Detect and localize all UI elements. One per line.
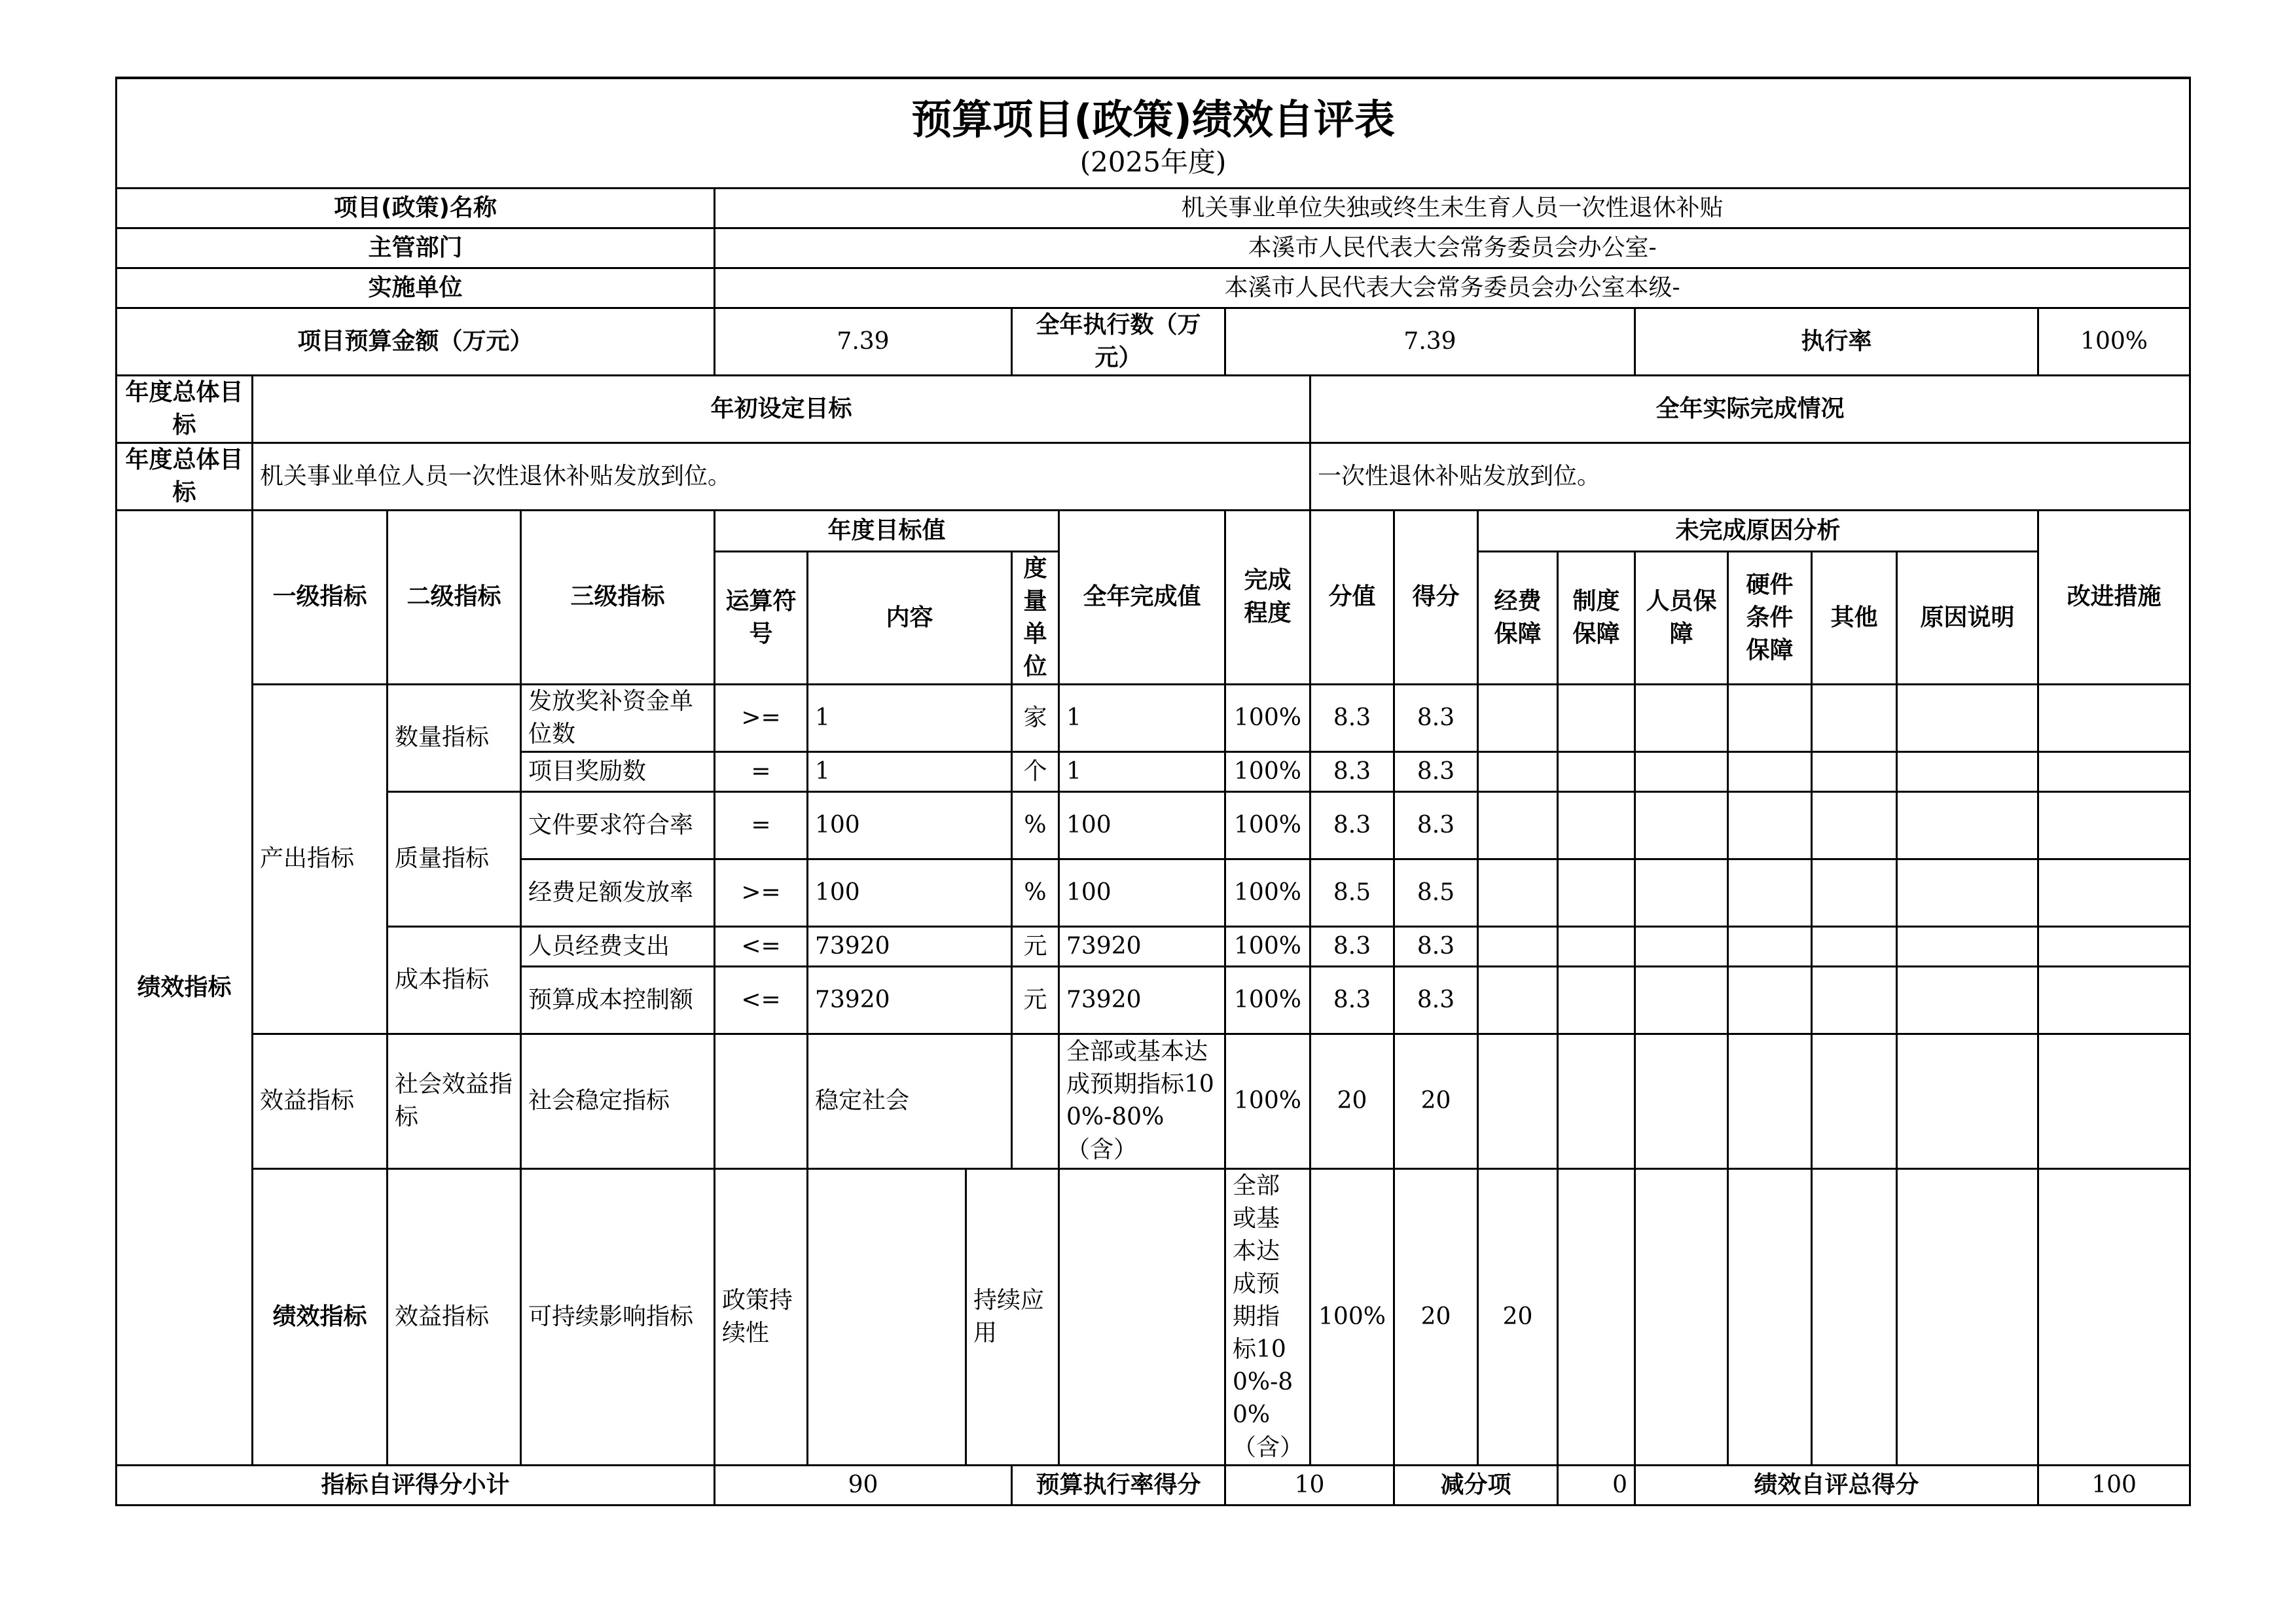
table-row-r-other [1897,1168,2038,1465]
exec-score-value: 10 [1225,1465,1394,1505]
table-row-score: 8.3 [1310,966,1394,1034]
table-row-value: 73920 [1059,966,1225,1034]
table-row-score: 20 [1310,1034,1394,1168]
header-annual-value: 全年完成值 [1059,510,1225,684]
table-row-content: 稳定社会 [808,1034,1012,1168]
quantity-indicator: 数量指标 [388,684,521,791]
header-operator: 运算符号 [715,551,808,684]
table-row-op: <= [715,966,808,1034]
table-row-content: 1 [808,684,1012,751]
exec-score-label: 预算执行率得分 [1012,1465,1225,1505]
table-row-op: = [715,751,808,791]
table-row-completion: 100% [1225,791,1310,859]
benefit-indicator-2: 效益指标 [388,1168,521,1465]
header-level2: 二级指标 [388,510,521,684]
budget-value: 7.39 [715,308,1012,375]
initial-goal-text: 机关事业单位人员一次性退休补贴发放到位。 [253,442,1310,510]
budget-label: 项目预算金额（万元） [117,308,715,375]
table-row-r-hardware [1728,1034,1812,1168]
table-row-op [808,1168,966,1465]
table-row-r-other [1812,751,1897,791]
table-row-r-staff [1635,926,1728,966]
deduct-value: 0 [1558,1465,1635,1505]
table-row-got: 20 [1478,1168,1558,1465]
table-row-r-other [1812,966,1897,1034]
table-row-score: 8.3 [1310,791,1394,859]
table-row-r-staff [1635,966,1728,1034]
total-value: 100 [2038,1465,2190,1505]
cost-indicator: 成本指标 [388,926,521,1034]
table-row-r-desc [2038,1168,2190,1465]
table-row-r-other [1812,926,1897,966]
total-label: 绩效自评总得分 [1635,1465,2038,1505]
table-row-r-staff [1635,684,1728,751]
self-evaluation-sheet [115,77,2189,1506]
output-indicator: 产出指标 [253,684,388,1034]
table-row-r-hardware [1728,926,1812,966]
table-row-r-system [1558,791,1635,859]
table-row-score: 8.3 [1310,684,1394,751]
header-score: 分值 [1310,510,1394,684]
table-row-content: 持续应用 [966,1168,1059,1465]
table-row-r-funding [1478,791,1558,859]
table-row-unit [1059,1168,1225,1465]
dept-value: 本溪市人民代表大会常务委员会办公室- [715,228,2190,268]
page-subtitle: (2025年度) [1079,146,1227,179]
table-row-completion: 100% [1225,859,1310,926]
table-row-r-other [1812,791,1897,859]
goals-label-2: 年度总体目标 [117,442,253,510]
table-row-l3: 人员经费支出 [521,926,715,966]
table-row-r-system [1558,684,1635,751]
table-row-completion: 100% [1225,926,1310,966]
table-row-value: 1 [1059,684,1225,751]
table-row-r-funding [1478,1034,1558,1168]
table-row-op: <= [715,926,808,966]
header-r-hardware: 硬件条件保障 [1728,551,1812,684]
table-row-l3: 经费足额发放率 [521,859,715,926]
evaluation-table [115,77,2191,1506]
table-row-score: 8.3 [1310,751,1394,791]
table-row-l3: 社会稳定指标 [521,1034,715,1168]
unit-label: 实施单位 [117,268,715,308]
header-r-desc: 原因说明 [1897,551,2038,684]
table-row-r-desc [1897,751,2038,791]
table-row-got: 20 [1394,1034,1478,1168]
table-row-r-staff [1635,751,1728,791]
page-title: 预算项目(政策)绩效自评表 [911,96,1395,144]
table-row-r-staff [1635,1034,1728,1168]
table-row-r-funding [1478,926,1558,966]
header-content: 内容 [808,551,1012,684]
table-row-op: = [715,791,808,859]
table-row-completion: 100% [1310,1168,1394,1465]
table-row-unit [1012,1034,1059,1168]
table-row-improve [2038,859,2190,926]
table-row-got: 8.3 [1394,791,1478,859]
table-row-r-system [1558,751,1635,791]
table-row-unit: 元 [1012,966,1059,1034]
table-row-l3: 文件要求符合率 [521,791,715,859]
table-row-r-hardware [1728,684,1812,751]
table-row-r-desc [1897,791,2038,859]
table-row-value: 100 [1059,791,1225,859]
header-improve: 改进措施 [2038,510,2190,684]
table-row-r-funding [1478,966,1558,1034]
table-row-r-desc [1897,684,2038,751]
subtotal-value: 90 [715,1465,1012,1505]
initial-goal-header: 年初设定目标 [253,375,1310,442]
deduct-label: 减分项 [1394,1465,1558,1505]
table-row-got: 8.3 [1394,751,1478,791]
table-row-unit: % [1012,859,1059,926]
header-r-other: 其他 [1812,551,1897,684]
table-row-improve [2038,966,2190,1034]
table-row-op: >= [715,859,808,926]
table-row-r-system [1558,966,1635,1034]
table-row-unit: 家 [1012,684,1059,751]
dept-label: 主管部门 [117,228,715,268]
table-row-improve [2038,751,2190,791]
table-row-completion: 100% [1225,751,1310,791]
table-row-got: 8.3 [1394,684,1478,751]
table-row-completion: 100% [1225,684,1310,751]
table-row-r-system [1558,926,1635,966]
table-row-content: 73920 [808,926,1012,966]
header-level3: 三级指标 [521,510,715,684]
table-row-r-desc [1897,926,2038,966]
social-benefit-indicator: 社会效益指标 [388,1034,521,1168]
table-row-r-hardware [1728,751,1812,791]
table-row-r-hardware [1728,791,1812,859]
table-row-r-system [1558,1034,1635,1168]
header-got: 得分 [1394,510,1478,684]
table-row-improve [2038,926,2190,966]
table-row-score: 20 [1394,1168,1478,1465]
table-row-unit: 个 [1012,751,1059,791]
sustain-indicator: 可持续影响指标 [521,1168,715,1465]
table-row-score: 8.3 [1310,926,1394,966]
table-row-value: 1 [1059,751,1225,791]
table-row-r-hardware [1728,859,1812,926]
table-row-r-desc [1897,859,2038,926]
actual-goal-header: 全年实际完成情况 [1310,375,2190,442]
header-r-system: 制度保障 [1558,551,1635,684]
exec-label: 全年执行数（万元） [1012,308,1225,375]
table-row-value: 全部或基本达成预期指标100%-80%（含） [1225,1168,1310,1465]
header-reason-group: 未完成原因分析 [1478,510,2038,551]
header-completion: 完成程度 [1225,510,1310,684]
benefit-indicator: 效益指标 [253,1034,388,1168]
project-name-label: 项目(政策)名称 [117,188,715,228]
table-row-unit: % [1012,791,1059,859]
table-row-r-staff [1635,859,1728,926]
header-r-staff: 人员保障 [1635,551,1728,684]
table-row-r-funding [1478,859,1558,926]
table-row-r-staff [1635,791,1728,859]
table-row-value: 全部或基本达成预期指标100%-80%（含） [1059,1034,1225,1168]
table-row-r-staff [1728,1168,1812,1465]
table-row-improve [2038,1034,2190,1168]
unit-value: 本溪市人民代表大会常务委员会办公室本级- [715,268,2190,308]
table-row-op [715,1034,808,1168]
table-row-r-funding [1478,684,1558,751]
table-row-l3: 发放奖补资金单位数 [521,684,715,751]
table-row-value: 100 [1059,859,1225,926]
table-row-r-other [1812,1034,1897,1168]
table-row-got: 8.3 [1394,966,1478,1034]
title-cell [117,78,2190,188]
table-row-improve [2038,791,2190,859]
table-row-r-desc [1897,966,2038,1034]
exec-value: 7.39 [1225,308,1635,375]
table-row-r-desc [1897,1034,2038,1168]
table-row-improve [2038,684,2190,751]
table-row-l3: 项目奖励数 [521,751,715,791]
table-row-score: 8.5 [1310,859,1394,926]
table-row-completion: 100% [1225,966,1310,1034]
table-row-r-hardware [1812,1168,1897,1465]
header-level1: 一级指标 [253,510,388,684]
table-row-content: 73920 [808,966,1012,1034]
subtotal-label: 指标自评得分小计 [117,1465,715,1505]
header-unit: 度量单位 [1012,551,1059,684]
table-row-r-hardware [1728,966,1812,1034]
table-row-r-other [1812,684,1897,751]
table-row-l3: 预算成本控制额 [521,966,715,1034]
perf-indicator-label: 绩效指标 [117,510,253,1465]
table-row-completion: 100% [1225,1034,1310,1168]
table-row-op: >= [715,684,808,751]
table-row-r-funding [1478,751,1558,791]
table-row-got: 8.5 [1394,859,1478,926]
table-row-content: 100 [808,859,1012,926]
table-row-r-other [1812,859,1897,926]
table-row-got: 8.3 [1394,926,1478,966]
table-row-content: 100 [808,791,1012,859]
quality-indicator: 质量指标 [388,791,521,926]
rate-value: 100% [2038,308,2190,375]
table-row-l3: 政策持续性 [715,1168,808,1465]
header-target-group: 年度目标值 [715,510,1059,551]
table-row-r-system [1558,859,1635,926]
table-row-unit: 元 [1012,926,1059,966]
project-name-value: 机关事业单位失独或终生未生育人员一次性退休补贴 [715,188,2190,228]
table-row-content: 1 [808,751,1012,791]
goals-label: 年度总体目标 [117,375,253,442]
table-row-r-funding [1558,1168,1635,1465]
header-r-funding: 经费保障 [1478,551,1558,684]
actual-goal-text: 一次性退休补贴发放到位。 [1310,442,2190,510]
perf-indicator-label-2: 绩效指标 [253,1168,388,1465]
rate-label: 执行率 [1635,308,2038,375]
table-row-value: 73920 [1059,926,1225,966]
table-row-r-system [1635,1168,1728,1465]
